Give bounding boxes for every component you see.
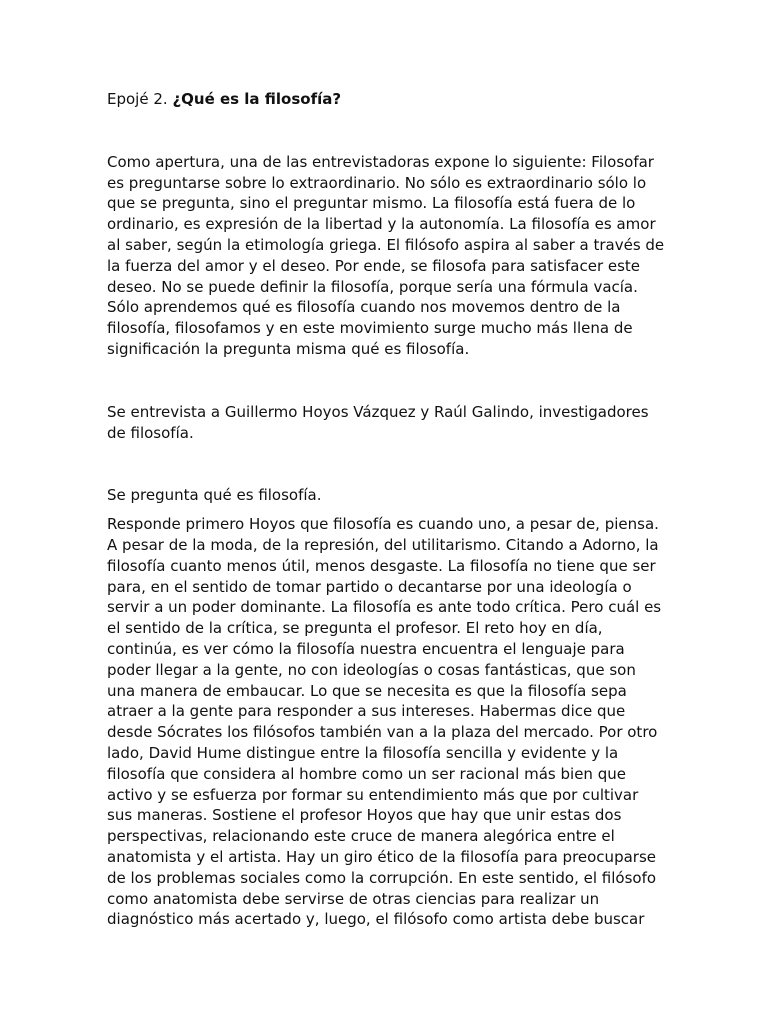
document-body (107, 89, 665, 930)
paragraph-question: Se pregunta qué es filosofía. (107, 486, 322, 505)
document-heading (107, 89, 665, 110)
paragraph-interviewees: Se entrevista a Guillermo Hoyos Vázquez y Raúl Galindo, investigadores de filosofía. (107, 402, 649, 442)
paragraph-intro: Como apertura, una de las entrevistadoras expone lo siguiente: Filosofar es preguntarse sobre lo extraordinario. No sólo es extraordinario sólo lo que se pregunta, sino el preguntar mismo. La filosofía está fuera de lo ordinario, es expresión de la libertad y la autonomía. La filosofía es amor al saber, según la etimología griega. El filósofo aspira al saber a través de la fuerza del amor y el deseo. Por ende, se filosofa para satisfacer este deseo. No se puede definir la filosofía, porque sería una fórmula vacía. Sólo aprendemos qué es filosofía cuando nos movemos dentro de la filosofía, filosofamos y en este movimiento surge mucho más llena de significación la pregunta misma qué es filosofía. (107, 152, 665, 358)
paragraph-response: Responde primero Hoyos que filosofía es cuando uno, a pesar de, piensa. A pesar de la moda, de la represión, del utilitarismo. Citando a Adorno, la filosofía cuanto menos útil, menos desgaste. La filosofía no tiene que ser para, en el sentido de tomar partido o decantarse por una ideología o servir a un poder dominante. La filosofía es ante todo crítica. Pero cuál es el sentido de la crítica, se pregunta el profesor. El reto hoy en día, continúa, es ver cómo la filosofía nuestra encuentra el lenguaje para poder llegar a la gente, no con ideologías o cosas fantásticas, que son una manera de embaucar. Lo que se necesita es que la filosofía sepa atraer a la gente para responder a sus intereses. Habermas dice que desde Sócrates los filósofos también van a la plaza del mercado. Por otro lado, David Hume distingue entre la filosofía sencilla y evidente y la filosofía que considera al hombre como un ser racional más bien que activo y se esfuerza por formar su entendimiento más que por cultivar sus maneras. Sostiene el profesor Hoyos que hay que unir estas dos perspectivas, relacionando este cruce de manera alegórica entre el anatomista y el artista. Hay un giro ético de la filosofía para preocuparse de los problemas sociales como la corrupción. En este sentido, el filósofo como anatomista debe servirse de otras ciencias para realizar un diagnóstico más acertado y, luego, el filósofo como artista debe buscar (107, 515, 662, 929)
heading-prefix: Epojé 2. (107, 90, 168, 108)
heading-title: ¿Qué es la filosofía? (172, 90, 342, 108)
